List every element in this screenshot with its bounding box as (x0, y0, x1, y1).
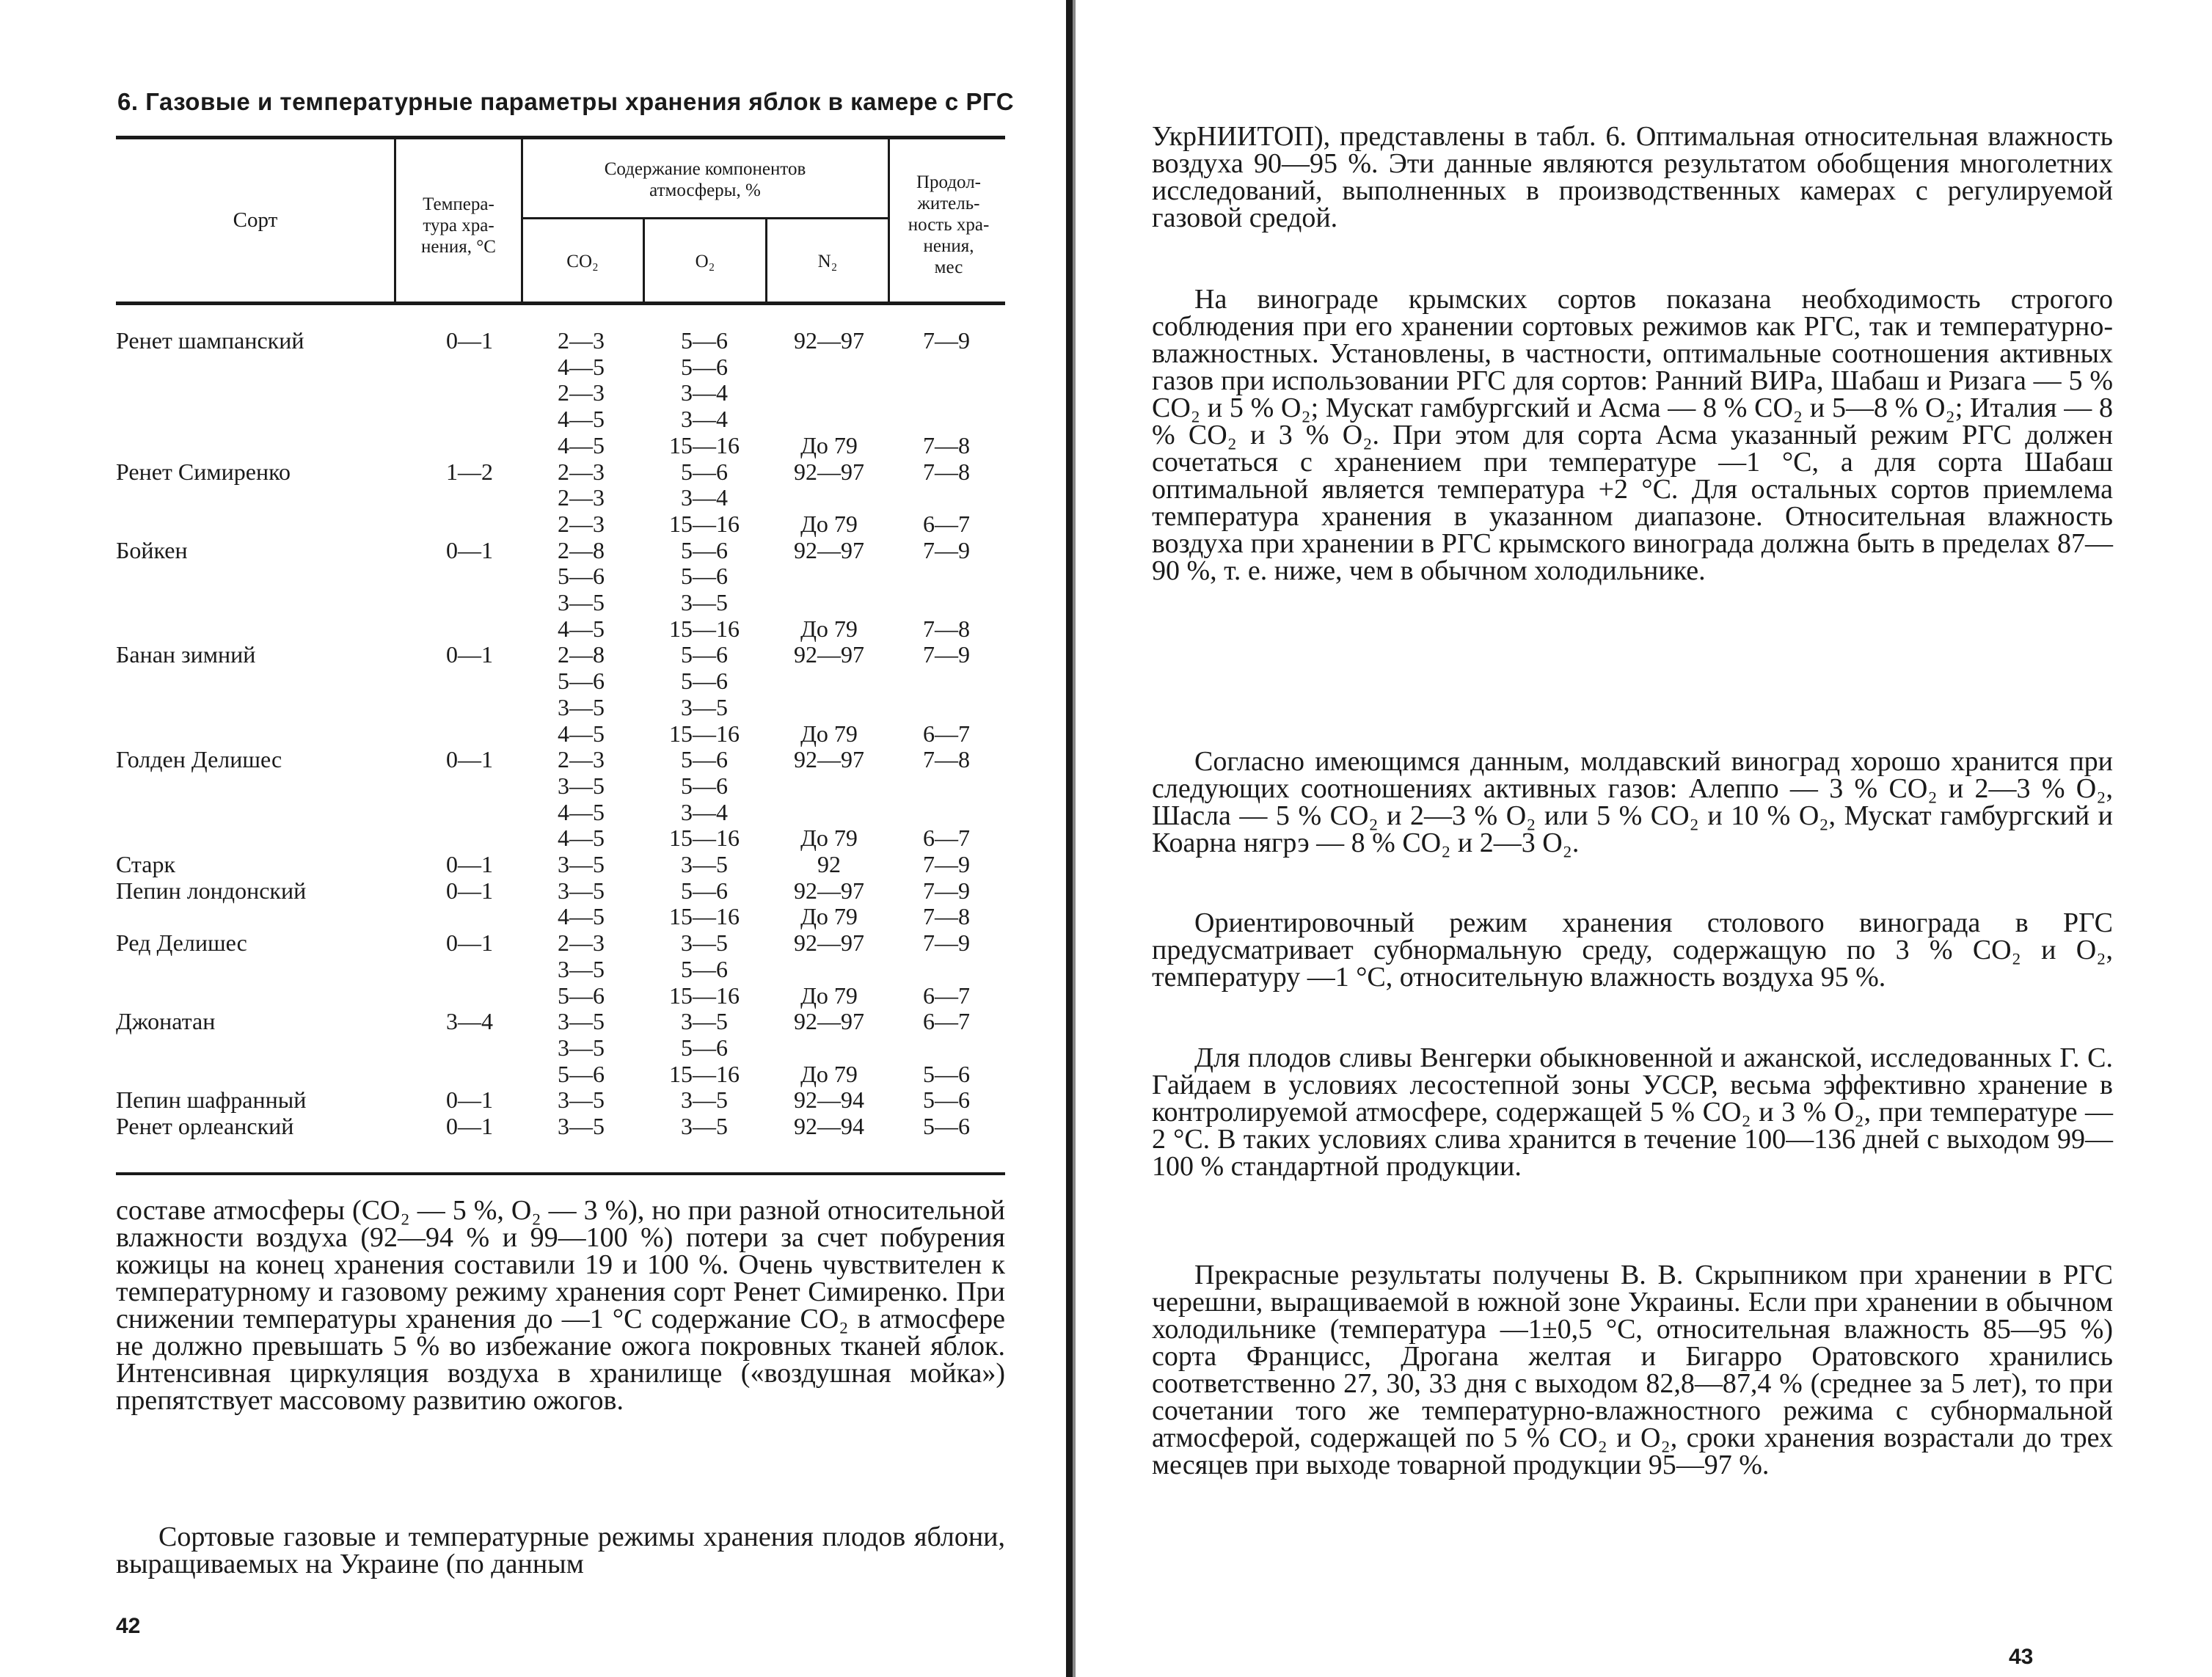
table-cell-duration: 5—6 (923, 1113, 970, 1139)
table-cell-o2: 5—6 (681, 772, 728, 799)
table-cell-co2: 3—5 (558, 956, 605, 982)
table-cell-o2: 5—6 (681, 668, 728, 694)
table-cell-co2: 3—5 (558, 1008, 605, 1034)
table-cell-o2: 15—16 (669, 511, 740, 537)
table-cell-o2: 5—6 (681, 458, 728, 485)
left-page (0, 0, 1064, 1677)
table-cell-temperature: 0—1 (446, 929, 493, 956)
table-cell-co2: 5—6 (558, 1061, 605, 1087)
table-cell-o2: 5—6 (681, 641, 728, 668)
header-o2: O₂ (695, 252, 715, 271)
table-cell-co2: 4—5 (558, 615, 605, 642)
book-spine (1066, 0, 1073, 1677)
table-cell-n2: 92—97 (794, 1008, 864, 1034)
table-cell-n2: 92—97 (794, 641, 864, 668)
table-cell-variety: Пепин лондонский (116, 877, 307, 904)
table-cell-duration: 7—9 (923, 327, 970, 354)
table-cell-n2: 92 (817, 851, 841, 877)
table-cell-o2: 3—5 (681, 1086, 728, 1113)
table-cell-o2: 5—6 (681, 1034, 728, 1061)
table-cell-co2: 5—6 (558, 982, 605, 1009)
table-cell-temperature: 0—1 (446, 851, 493, 877)
table-cell-co2: 2—8 (558, 537, 605, 563)
table-cell-o2: 5—6 (681, 563, 728, 589)
table-cell-co2: 4—5 (558, 406, 605, 432)
table-cell-o2: 5—6 (681, 354, 728, 380)
table-cell-co2: 4—5 (558, 354, 605, 380)
table-cell-n2: До 79 (800, 903, 858, 929)
table-cell-o2: 3—5 (681, 694, 728, 720)
table-cell-variety: Ренет орлеанский (116, 1113, 294, 1139)
table-cell-o2: 3—5 (681, 929, 728, 956)
table-cell-duration: 7—8 (923, 903, 970, 929)
table-cell-o2: 3—5 (681, 851, 728, 877)
table-cell-o2: 3—5 (681, 589, 728, 615)
table-cell-o2: 15—16 (669, 825, 740, 851)
table-cell-n2: До 79 (800, 615, 858, 642)
table-cell-o2: 5—6 (681, 746, 728, 772)
table-cell-temperature: 0—1 (446, 1086, 493, 1113)
table-cell-co2: 2—3 (558, 458, 605, 485)
table-cell-n2: 92—94 (794, 1113, 864, 1139)
table-cell-duration: 7—8 (923, 432, 970, 458)
table-cell-o2: 15—16 (669, 615, 740, 642)
table-bottom-rule (116, 1172, 1005, 1175)
table-cell-o2: 15—16 (669, 720, 740, 747)
table-cell-o2: 3—4 (681, 406, 728, 432)
table-cell-co2: 2—3 (558, 327, 605, 354)
table-cell-o2: 3—5 (681, 1113, 728, 1139)
table-cell-o2: 5—6 (681, 327, 728, 354)
table-cell-variety: Ренет Симиренко (116, 458, 291, 485)
paragraph: УкрНИИТОП), представлены в табл. 6. Оптимальная относительная влажность воздуха 90—95 %. Эти данные являются результатом обобщения многолетних исследований, выполненных в производственных камерах с регулируемой газовой средой. (1152, 121, 2113, 233)
table-cell-duration: 6—7 (923, 982, 970, 1009)
table-cell-co2: 3—5 (558, 772, 605, 799)
right-page (1078, 0, 2212, 1677)
table-cell-o2: 15—16 (669, 1061, 740, 1087)
table-cell-duration: 7—9 (923, 641, 970, 668)
table-cell-temperature: 1—2 (446, 458, 493, 485)
table-cell-temperature: 3—4 (446, 1008, 493, 1034)
table-cell-n2: До 79 (800, 720, 858, 747)
table-cell-o2: 3—5 (681, 1008, 728, 1034)
table-cell-duration: 7—9 (923, 851, 970, 877)
table-cell-variety: Джонатан (116, 1008, 216, 1034)
table-cell-o2: 3—4 (681, 799, 728, 825)
header-temperature: Темпера- тура хра- нения, °С (421, 194, 496, 257)
table-cell-o2: 3—4 (681, 484, 728, 511)
table-cell-co2: 2—3 (558, 929, 605, 956)
table-cell-o2: 3—4 (681, 379, 728, 406)
table-cell-duration: 6—7 (923, 720, 970, 747)
table-cell-n2: До 79 (800, 432, 858, 458)
table-cell-variety: Ред Делишес (116, 929, 247, 956)
paragraph: Для плодов сливы Венгерки обыкновенной и ажанской, исследованных Г. С. Гайдаем в условиях лесостепной зоны УССР, весьма эффективно хранение в контролируемой атмосфере, содержащей 5 % CO₂ и 3 % O₂, при температуре —2 °С. В таких условиях слива хранится в течение 100—136 дней с выходом 99—100 % стандартной продукции. (1152, 1042, 2113, 1182)
table-cell-co2: 3—5 (558, 1113, 605, 1139)
table-cell-temperature: 0—1 (446, 1113, 493, 1139)
table-cell-variety: Бойкен (116, 537, 188, 563)
table-cell-co2: 3—5 (558, 877, 605, 904)
table-subheader-rule (522, 217, 888, 219)
table-cell-duration: 6—7 (923, 825, 970, 851)
table-cell-duration: 7—8 (923, 746, 970, 772)
table-cell-variety: Старк (116, 851, 176, 877)
paragraph: Прекрасные результаты получены В. В. Скрыпником при хранении в РГС черешни, выращиваемой в южной зоне Украины. Если при хранении в обычном холодильнике (температура —1±0,5 °С, относительная влажность 85—95 %) сорта Франциcс, Дрогана желтая и Бигарро Оратовского хранились соответственно 27, 30, 33 дня с выходом 82,8—87,4 % (среднее за 5 лет), то при сочетании того же температурно-влажностного режима с субнормальной атмосферой, содержащей по 5 % CO₂ и O₂, сроки хранения возрастали до трех месяцев при выходе товарной продукции 95—97 %. (1152, 1260, 2113, 1480)
table-cell-co2: 2—3 (558, 746, 605, 772)
table-cell-n2: До 79 (800, 825, 858, 851)
table-cell-co2: 2—3 (558, 379, 605, 406)
table-cell-co2: 4—5 (558, 825, 605, 851)
page-number: 42 (116, 1614, 141, 1638)
table-cell-duration: 6—7 (923, 1008, 970, 1034)
table-cell-n2: До 79 (800, 511, 858, 537)
table-cell-co2: 2—3 (558, 484, 605, 511)
table-title: 6. Газовые и температурные параметры хранения яблок в камере с РГС (117, 88, 1015, 115)
table-cell-duration: 6—7 (923, 511, 970, 537)
table-cell-duration: 7—8 (923, 458, 970, 485)
header-co2: CO₂ (566, 252, 599, 271)
paragraph: Согласно имеющимся данным, молдавский виноград хорошо хранится при следующих соотношениях активных газов: Алеппо — 3 % CO₂ и 2—3 % O₂, Шасла — 5 % CO₂ и 2—3 % O₂ или 5 % CO₂ и 10 % O₂, Мускат гамбургский и Коарна нягрэ — 8 % CO₂ и 2—3 O₂. (1152, 746, 2113, 858)
header-variety: Сорт (233, 208, 278, 232)
table-header-rule (116, 302, 1005, 305)
table-cell-variety: Ренет шампанский (116, 327, 304, 354)
table-cell-n2: 92—94 (794, 1086, 864, 1113)
table-cell-co2: 3—5 (558, 1034, 605, 1061)
table-cell-n2: 92—97 (794, 746, 864, 772)
header-composition: Содержание компонентов атмосферы, % (604, 159, 806, 200)
table-cell-co2: 3—5 (558, 589, 605, 615)
book-spine-shadow (1073, 0, 1076, 1677)
table-cell-o2: 15—16 (669, 982, 740, 1009)
table-cell-co2: 4—5 (558, 720, 605, 747)
table-cell-n2: 92—97 (794, 327, 864, 354)
table-cell-co2: 4—5 (558, 432, 605, 458)
table-cell-n2: 92—97 (794, 877, 864, 904)
table-cell-co2: 2—8 (558, 641, 605, 668)
table-cell-co2: 3—5 (558, 851, 605, 877)
table-cell-duration: 7—9 (923, 537, 970, 563)
table-cell-co2: 4—5 (558, 903, 605, 929)
table-cell-o2: 5—6 (681, 537, 728, 563)
table-cell-co2: 5—6 (558, 668, 605, 694)
header-duration: Продол- житель- ность хра- нения, мес (908, 172, 990, 277)
table-cell-n2: 92—97 (794, 537, 864, 563)
table-cell-o2: 15—16 (669, 432, 740, 458)
table-cell-temperature: 0—1 (446, 537, 493, 563)
table-cell-n2: 92—97 (794, 929, 864, 956)
table-cell-duration: 7—9 (923, 929, 970, 956)
table-cell-o2: 5—6 (681, 956, 728, 982)
table-cell-o2: 5—6 (681, 877, 728, 904)
paragraph: составе атмосферы (CO₂ — 5 %, O₂ — 3 %), но при разной относительной влажности воздуха (92—94 % и 99—100 %) потери за счет побурения кожицы на конец хранения составили 19 и 100 %. Очень чувствителен к температурному и газовому режиму хранения сорт Ренет Симиренко. При снижении температуры хранения до —1 °С содержание CO₂ в атмосфере не должно превышать 5 % во избежание ожога покровных тканей яблок. Интенсивная циркуляция воздуха в хранилище («воздушная мойка») препятствует массовому развитию ожогов. (116, 1195, 1005, 1416)
paragraph: Ориентировочный режим хранения столового винограда в РГС предусматривает субнормальную среду, содержащую по 3 % CO₂ и O₂, температуру —1 °С, относительную влажность воздуха 95 %. (1152, 907, 2113, 993)
table-cell-co2: 4—5 (558, 799, 605, 825)
table-cell-duration: 7—9 (923, 877, 970, 904)
header-n2: N₂ (817, 252, 838, 271)
table-top-rule (116, 136, 1005, 139)
table-cell-duration: 7—8 (923, 615, 970, 642)
table-cell-temperature: 0—1 (446, 746, 493, 772)
table-cell-n2: 92—97 (794, 458, 864, 485)
paragraph: Сортовые газовые и температурные режимы хранения плодов яблони, выращиваемых на Украине (по данным (116, 1521, 1005, 1579)
table-cell-co2: 3—5 (558, 694, 605, 720)
table-cell-variety: Пепин шафранный (116, 1086, 307, 1113)
table-cell-n2: До 79 (800, 982, 858, 1009)
table-cell-n2: До 79 (800, 1061, 858, 1087)
table-cell-o2: 15—16 (669, 903, 740, 929)
paragraph: На винограде крымских сортов показана необходимость строгого соблюдения при его хранении сортовых режимов как РГС, так и температурно-влажностных. Установлены, в частности, оптимальные соотношения активных газов при использовании РГС для сортов: Ранний ВИРа, Шабаш и Ризага — 5 % CO₂ и 5 % O₂; Мускат гамбургский и Асма — 8 % CO₂ и 5—8 % O₂; Италия — 8 % CO₂ и 3 % O₂. При этом для сорта Асма указанный режим РГС должен сочетаться с хранением при температуре —1 °С, а для сорта Шабаш оптимальной является температура +2 °С. Для остальных сортов приемлема температура хранения в указанном диапазоне. Относительная влажность воздуха при хранении в РГС крымского винограда должна быть в пределах 87—90 %, т. е. ниже, чем в обычном холодильнике. (1152, 284, 2113, 586)
table-cell-co2: 3—5 (558, 1086, 605, 1113)
table-cell-duration: 5—6 (923, 1086, 970, 1113)
table-cell-temperature: 0—1 (446, 327, 493, 354)
table-cell-co2: 5—6 (558, 563, 605, 589)
table-cell-temperature: 0—1 (446, 877, 493, 904)
table-cell-variety: Банан зимний (116, 641, 256, 668)
table-cell-co2: 2—3 (558, 511, 605, 537)
table-cell-duration: 5—6 (923, 1061, 970, 1087)
page-number: 43 (2009, 1645, 2034, 1669)
table-cell-temperature: 0—1 (446, 641, 493, 668)
table-cell-variety: Голден Делишес (116, 746, 282, 772)
